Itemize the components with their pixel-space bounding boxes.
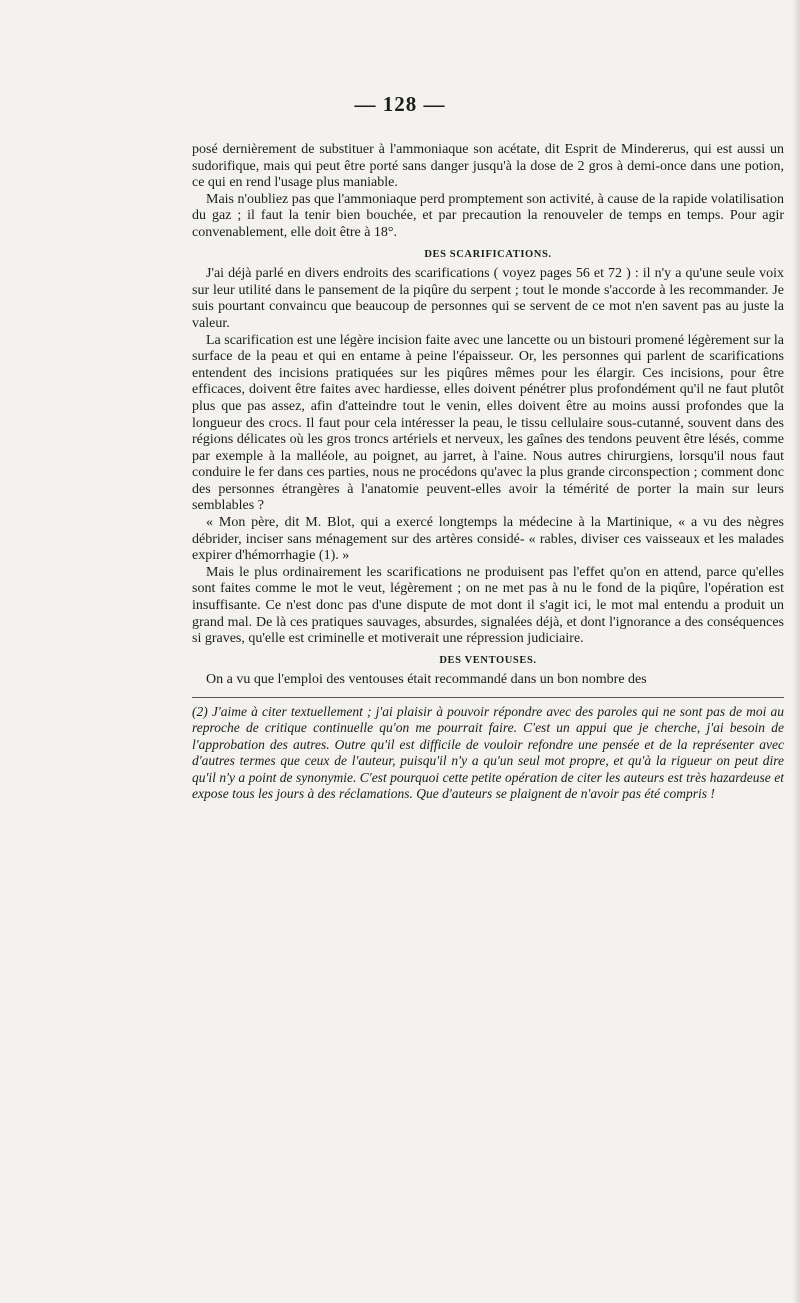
paragraph-ammoniaque: Mais n'oubliez pas que l'ammoniaque perd promptement son activité, à cause de la rapide volatilisation du gaz ; il faut la tenir bien bouchée, et par precaution la renouveler de temps en temps. Pour agir convenablement, elle doit être à 18°. [192, 191, 784, 240]
paragraph-continuation: posé dernièrement de substituer à l'ammoniaque son acétate, dit Esprit de Mindererus, qui est aussi un sudorifique, mais qui peut être porté sans danger jusqu'à la dose de 2 gros à demi-once dans une potion, ce qui en rend l'usage plus maniable. [192, 142, 784, 191]
paragraph-scarifications-effect: Mais le plus ordinairement les scarifications ne produisent pas l'effet qu'on en attend, parce qu'elles sont faites comme le mot le veut, légèrement ; on ne met pas à nu le fond de la piqûre, l'opération est insuffisante. Ce n'est donc pas d'une dispute de mot dont il s'agit ici, le mot mal entendu a produit un grand mal. De là ces pratiques sauvages, absurdes, signalées déjà, et dont l'ignorance a des conséquences si graves, qu'elle est criminelle et motiverait une répression judiciaire. [192, 564, 784, 647]
page-edge-shadow [792, 0, 800, 1303]
page-number: — 128 — [354, 92, 446, 116]
section-heading-ventouses: DES VENTOUSES. [439, 654, 537, 666]
footnote: (2) J'aime à citer textuellement ; j'ai plaisir à pouvoir répondre avec des paroles qui ne sont pas de moi au reproche de critique continuelle qu'on me pourrait faire. C'est un appui que je cherche, j'ai besoin de l'approbation des autres. Outre qu'il est difficile de vouloir refondre une pensée et de la représenter avec d'autres termes que ceux de l'auteur, puisqu'il n'y a qu'un seul mot propre, et qu'à la rigueur on peut dire qu'il n'y a point de synonymie. C'est pourquoi cette petite opération de citer les auteurs est très hazardeuse et expose tous les jours à des réclamations. Que d'auteurs se plaignent de n'avoir pas été compris ! [192, 704, 784, 802]
paragraph-quote-blot: « Mon père, dit M. Blot, qui a exercé longtemps la médecine à la Martinique, « a vu des nègres débrider, inciser sans ménagement sur des artères considé- « rables, diviser ces vaisseaux et les malades expirer d'hémorrhagie (1). » [192, 515, 784, 564]
paragraph-scarifications-intro: J'ai déjà parlé en divers endroits des scarifications ( voyez pages 56 et 72 ) : il n'y a qu'une seule voix sur leur utilité dans le pansement de la piqûre du serpent ; tout le monde s'accorde à les recommander. Je suis pourtant convaincu que beaucoup de personnes qui se servent de ce mot n'en savent pas au juste la valeur. [192, 266, 784, 331]
paragraph-scarification-definition: La scarification est une légère incision faite avec une lancette ou un bistouri promené légèrement sur la surface de la peau et qui en entame à peine l'épaisseur. Or, les personnes qui parlent de scarifications entendent des incisions pratiquées sur les piqûres mêmes pour les élargir. Ces incisions, pour être efficaces, doivent être faites avec hardiesse, elles doivent pénétrer plus profondément qu'il ne faut plutôt plus que pas assez, afin d'atteindre tout le venin, elles doivent être au moins aussi profondes que la longueur des crocs. Il faut pour cela intéresser la peau, le tissu cellulaire sous-cutanné, souvent dans des régions délicates où les gros troncs artériels et nerveux, les gaînes des tendons peuvent être lésés, comme par exemple à la malléole, au poignet, au jarret, à l'aine. Nous autres chirurgiens, lorsqu'il nous faut conduire le fer dans ces parties, nous ne procédons qu'avec la plus grande circonspection ; comment donc des personnes étrangères à l'anatomie peuvent-elles avoir la témérité de porter la main sur leurs semblables ? [192, 332, 784, 514]
section-heading-scarifications: DES SCARIFICATIONS. [424, 248, 552, 260]
footnote-divider [192, 697, 784, 698]
paragraph-ventouses: On a vu que l'emploi des ventouses était recommandé dans un bon nombre des [206, 672, 647, 688]
body-text [192, 142, 784, 802]
